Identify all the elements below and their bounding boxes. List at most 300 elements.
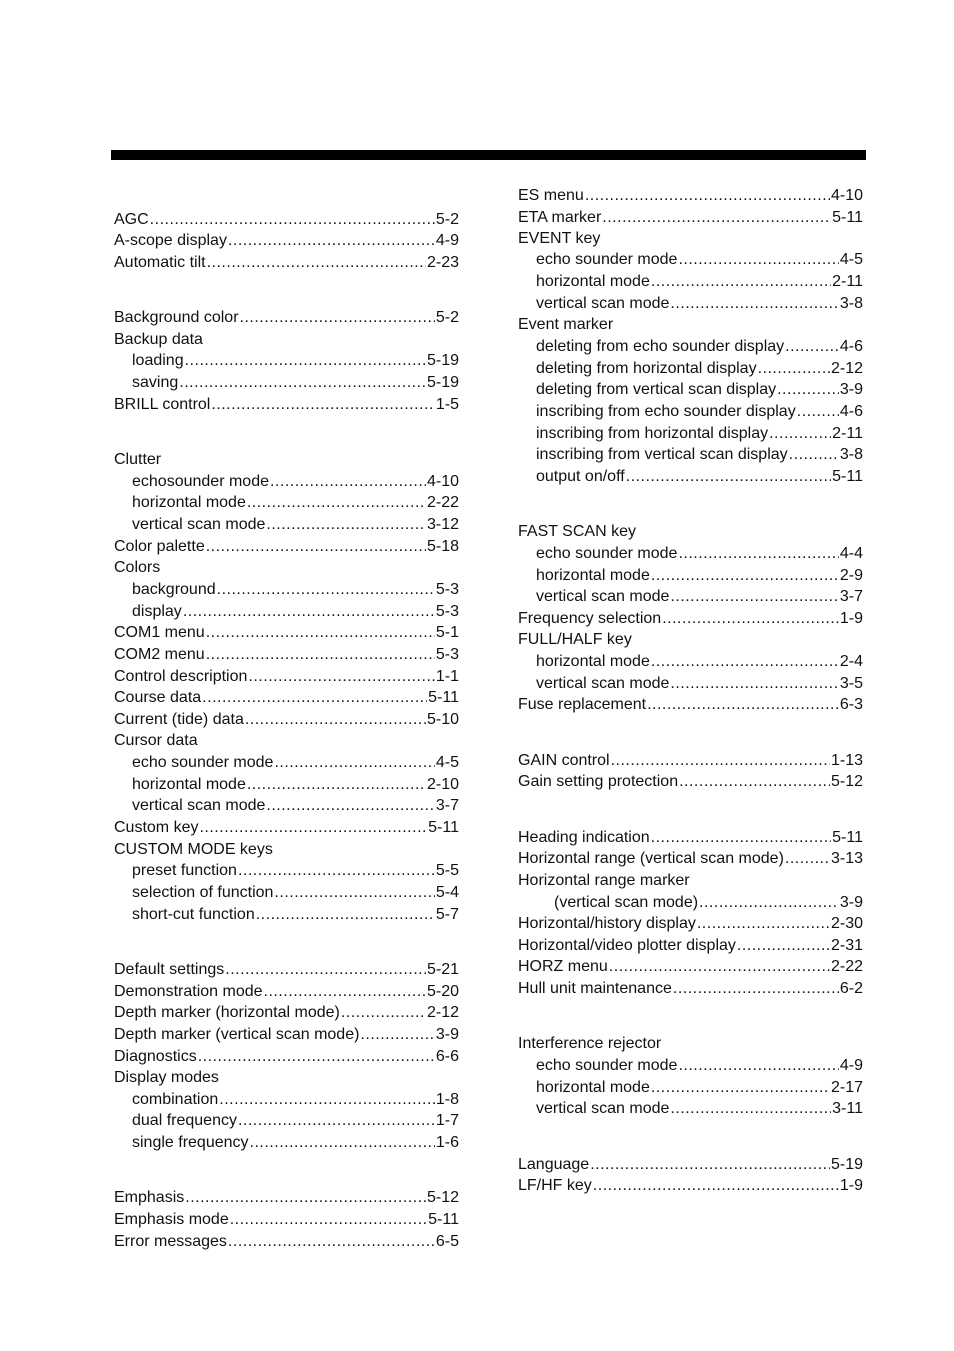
index-term: HORZ menu [518, 958, 608, 975]
page-reference: 1-13 [830, 752, 863, 769]
index-term: horizontal mode [536, 653, 650, 670]
index-entry [114, 450, 459, 470]
dot-leader [256, 905, 435, 925]
index-entry [518, 587, 863, 607]
index-entry [518, 849, 863, 869]
index-term: horizontal mode [132, 494, 246, 511]
dot-leader [360, 1025, 434, 1045]
index-term: vertical scan mode [536, 588, 670, 605]
page-reference: 3-12 [426, 516, 459, 533]
index-entry [518, 250, 863, 270]
index-term: Fuse replacement [518, 696, 647, 713]
page-reference: 5-3 [435, 603, 459, 620]
page-reference: 6-3 [839, 696, 863, 713]
page-reference: 5-12 [830, 773, 863, 790]
index-term: echo sounder mode [536, 251, 678, 268]
page-reference: 5-5 [435, 862, 459, 879]
dot-leader [183, 602, 435, 622]
page-reference: 5-11 [832, 468, 863, 485]
dot-leader [238, 1111, 435, 1131]
index-entry [114, 1232, 459, 1252]
index-term: vertical scan mode [132, 516, 266, 533]
dot-leader [609, 957, 830, 977]
page-reference: 4-6 [839, 403, 863, 420]
index-term: echo sounder mode [536, 1057, 678, 1074]
index-term: Control description [114, 668, 248, 685]
page-reference: 3-9 [839, 381, 863, 398]
index-entry [114, 1210, 459, 1230]
page-reference: 2-12 [426, 1004, 459, 1021]
index-entry [518, 957, 863, 977]
dot-leader [274, 883, 434, 903]
index-term: Color palette [114, 538, 205, 555]
dot-leader [219, 1090, 435, 1110]
index-entry [114, 537, 459, 557]
dot-leader [758, 359, 830, 379]
index-term: Current (tide) data [114, 711, 244, 728]
index-entry [114, 731, 459, 751]
dot-leader [670, 294, 838, 314]
index-term: Display modes [114, 1069, 219, 1086]
page-reference: 5-2 [435, 309, 459, 326]
page-reference: 1-6 [435, 1134, 459, 1151]
index-entry [114, 1133, 459, 1153]
index-entry [518, 1099, 863, 1119]
index-term: AGC [114, 211, 149, 228]
index-term: LF/HF key [518, 1177, 592, 1194]
index-entry [114, 775, 459, 795]
page-reference: 5-11 [832, 829, 863, 846]
dot-leader [206, 623, 435, 643]
index-term: ES menu [518, 187, 584, 204]
dot-leader [737, 936, 830, 956]
dot-leader [590, 1155, 830, 1175]
page-reference: 5-21 [426, 961, 459, 978]
index-term: Depth marker (vertical scan mode) [114, 1026, 360, 1043]
index-entry [114, 667, 459, 687]
dot-leader [206, 537, 426, 557]
dot-leader [651, 652, 839, 672]
index-entry [114, 960, 459, 980]
dot-leader [651, 272, 831, 292]
dot-leader [228, 1232, 435, 1252]
index-term: deleting from vertical scan display [536, 381, 777, 398]
dot-leader [673, 979, 839, 999]
page-reference: 6-6 [435, 1048, 459, 1065]
index-entry [114, 210, 459, 230]
page-reference: 3-5 [839, 675, 863, 692]
index-term: Event marker [518, 316, 614, 333]
index-entry [518, 359, 863, 379]
index-term: GAIN control [518, 752, 610, 769]
dot-leader [699, 893, 839, 913]
page-reference: 5-11 [832, 209, 863, 226]
page-reference: 1-1 [435, 668, 459, 685]
index-entry [518, 1176, 863, 1196]
dot-leader [266, 515, 426, 535]
header-rule [111, 150, 866, 160]
page-reference: 3-8 [839, 295, 863, 312]
index-entry [114, 818, 459, 838]
index-term: loading [132, 352, 184, 369]
index-term: deleting from horizontal display [536, 360, 757, 377]
index-entry [518, 467, 863, 487]
index-term: Course data [114, 689, 202, 706]
dot-leader [270, 472, 426, 492]
index-entry [518, 979, 863, 999]
index-term: (vertical scan mode) [554, 894, 699, 911]
index-term: single frequency [132, 1134, 249, 1151]
index-term: BRILL control [114, 396, 211, 413]
index-term: Clutter [114, 451, 162, 468]
dot-leader [228, 231, 435, 251]
index-entry [518, 914, 863, 934]
index-entry [518, 315, 863, 335]
index-entry [518, 1155, 863, 1175]
dot-leader [245, 710, 426, 730]
index-term: echo sounder mode [536, 545, 678, 562]
index-entry [114, 1090, 459, 1110]
page-reference: 6-2 [839, 980, 863, 997]
dot-leader [150, 210, 435, 230]
index-entry [518, 208, 863, 228]
index-term: Horizontal range (vertical scan mode) [518, 850, 784, 867]
page-reference: 2-10 [426, 776, 459, 793]
dot-leader [785, 337, 839, 357]
page-reference: 5-11 [428, 1211, 459, 1228]
index-entry [114, 231, 459, 251]
index-entry [518, 229, 863, 249]
index-term: Emphasis mode [114, 1211, 229, 1228]
index-entry [114, 905, 459, 925]
index-term: horizontal mode [132, 776, 246, 793]
page-reference: 5-11 [428, 689, 459, 706]
page-reference: 3-11 [832, 1100, 863, 1117]
dot-leader [198, 1047, 435, 1067]
index-entry [114, 1111, 459, 1131]
page-reference: 4-4 [839, 545, 863, 562]
dot-leader [185, 1188, 426, 1208]
index-entry [518, 402, 863, 422]
index-term: Interference rejector [518, 1035, 662, 1052]
page-reference: 5-18 [426, 538, 459, 555]
page-reference: 5-4 [435, 884, 459, 901]
dot-leader [211, 395, 435, 415]
page-reference: 2-23 [426, 254, 459, 271]
index-term: Diagnostics [114, 1048, 197, 1065]
index-term: Emphasis [114, 1189, 185, 1206]
index-entry [114, 395, 459, 415]
index-term: preset function [132, 862, 237, 879]
index-term: vertical scan mode [132, 797, 266, 814]
dot-leader [230, 1210, 427, 1230]
index-term: Hull unit maintenance [518, 980, 672, 997]
index-entry [518, 445, 863, 465]
page-reference: 3-9 [435, 1026, 459, 1043]
index-term: background [132, 581, 216, 598]
index-term: inscribing from echo sounder display [536, 403, 796, 420]
page-reference: 2-11 [832, 273, 863, 290]
dot-leader [199, 818, 427, 838]
index-entry [518, 522, 863, 542]
index-term: COM2 menu [114, 646, 205, 663]
index-entry [518, 652, 863, 672]
dot-leader [651, 828, 832, 848]
index-entry [114, 645, 459, 665]
dot-leader [670, 674, 838, 694]
index-term: Custom key [114, 819, 199, 836]
index-entry [518, 871, 863, 891]
index-term: Colors [114, 559, 161, 576]
index-entry [114, 982, 459, 1002]
index-entry [114, 688, 459, 708]
index-entry [518, 630, 863, 650]
index-term: inscribing from vertical scan display [536, 446, 788, 463]
index-term: selection of function [132, 884, 274, 901]
dot-leader [266, 796, 434, 816]
index-entry [518, 893, 863, 913]
index-entry [518, 751, 863, 771]
page-reference: 2-17 [830, 1079, 863, 1096]
index-entry [518, 186, 863, 206]
index-term: vertical scan mode [536, 1100, 670, 1117]
index-entry [114, 602, 459, 622]
page-reference: 2-4 [839, 653, 863, 670]
index-term: Horizontal/history display [518, 915, 696, 932]
index-entry [518, 674, 863, 694]
index-term: Error messages [114, 1233, 227, 1250]
page-reference: 1-8 [435, 1091, 459, 1108]
dot-leader [797, 402, 839, 422]
index-term: FULL/HALF key [518, 631, 632, 648]
page-reference: 4-9 [435, 232, 459, 249]
page-reference: 5-19 [830, 1156, 863, 1173]
index-entry [114, 580, 459, 600]
dot-leader [651, 566, 839, 586]
index-term: horizontal mode [536, 1079, 650, 1096]
page-reference: 6-5 [435, 1233, 459, 1250]
dot-leader [225, 960, 426, 980]
page-reference: 3-8 [839, 446, 863, 463]
index-entry [518, 272, 863, 292]
page-reference: 2-12 [830, 360, 863, 377]
dot-leader [247, 493, 426, 513]
page-reference: 3-7 [435, 797, 459, 814]
page-reference: 1-7 [435, 1112, 459, 1129]
index-entry [114, 753, 459, 773]
page-reference: 5-19 [426, 352, 459, 369]
index-entry [518, 828, 863, 848]
page-reference: 4-5 [435, 754, 459, 771]
page-reference: 4-5 [839, 251, 863, 268]
index-entry [114, 1188, 459, 1208]
index-entry [114, 558, 459, 578]
page-reference: 4-10 [426, 473, 459, 490]
index-term: vertical scan mode [536, 295, 670, 312]
index-entry [518, 695, 863, 715]
index-term: combination [132, 1091, 219, 1108]
dot-leader [662, 609, 839, 629]
dot-leader [240, 308, 435, 328]
dot-leader [341, 1003, 426, 1023]
index-entry [114, 623, 459, 643]
page-reference: 2-11 [832, 425, 863, 442]
page-reference: 2-22 [426, 494, 459, 511]
index-entry [114, 1025, 459, 1045]
dot-leader [679, 772, 830, 792]
dot-leader [651, 1078, 830, 1098]
index-term: Background color [114, 309, 239, 326]
index-term: output on/off [536, 468, 625, 485]
index-entry [114, 796, 459, 816]
page-reference: 3-7 [839, 588, 863, 605]
index-term: COM1 menu [114, 624, 205, 641]
index-term: Horizontal range marker [518, 872, 690, 889]
dot-leader [769, 424, 831, 444]
dot-leader [789, 445, 839, 465]
page-reference: 5-3 [435, 581, 459, 598]
index-term: Cursor data [114, 732, 198, 749]
page-reference: 5-2 [435, 211, 459, 228]
index-entry [114, 330, 459, 350]
page-reference: 4-6 [839, 338, 863, 355]
index-term: dual frequency [132, 1112, 237, 1129]
page-reference: 3-9 [839, 894, 863, 911]
page-reference: 5-11 [428, 819, 459, 836]
dot-leader [185, 351, 426, 371]
index-term: inscribing from horizontal display [536, 425, 769, 442]
index-entry [518, 1056, 863, 1076]
index-entry [518, 1034, 863, 1054]
index-term: deleting from echo sounder display [536, 338, 785, 355]
dot-leader [179, 373, 426, 393]
dot-leader [697, 914, 830, 934]
dot-leader [274, 753, 434, 773]
index-entry [518, 609, 863, 629]
index-entry [114, 253, 459, 273]
index-term: Horizontal/video plotter display [518, 937, 736, 954]
index-term: display [132, 603, 182, 620]
dot-leader [250, 1133, 435, 1153]
dot-leader [678, 250, 838, 270]
index-term: Depth marker (horizontal mode) [114, 1004, 340, 1021]
index-term: echosounder mode [132, 473, 269, 490]
index-term: Default settings [114, 961, 225, 978]
index-term: echo sounder mode [132, 754, 274, 771]
page-reference: 1-5 [435, 396, 459, 413]
index-entry [518, 566, 863, 586]
index-term: horizontal mode [536, 273, 650, 290]
page-reference: 1-9 [839, 1177, 863, 1194]
index-entry [518, 544, 863, 564]
dot-leader [207, 253, 426, 273]
dot-leader [247, 775, 426, 795]
page-reference: 5-19 [426, 374, 459, 391]
page-reference: 2-31 [830, 937, 863, 954]
dot-leader [777, 380, 839, 400]
dot-leader [264, 982, 426, 1002]
dot-leader [647, 695, 839, 715]
index-entry [114, 1047, 459, 1067]
index-term: EVENT key [518, 230, 601, 247]
index-term: saving [132, 374, 179, 391]
index-entry [114, 373, 459, 393]
index-entry [518, 424, 863, 444]
page-reference: 4-9 [839, 1057, 863, 1074]
index-entry [518, 936, 863, 956]
page-reference: 5-3 [435, 646, 459, 663]
dot-leader [626, 467, 831, 487]
index-term: horizontal mode [536, 567, 650, 584]
index-entry [518, 337, 863, 357]
index-entry [114, 351, 459, 371]
dot-leader [678, 544, 838, 564]
dot-leader [248, 667, 434, 687]
page-reference: 4-10 [830, 187, 863, 204]
index-entry [114, 308, 459, 328]
index-entry [518, 1078, 863, 1098]
index-term: FAST SCAN key [518, 523, 636, 540]
index-term: Demonstration mode [114, 983, 263, 1000]
index-entry [114, 515, 459, 535]
index-term: Backup data [114, 331, 203, 348]
page-reference: 2-22 [830, 958, 863, 975]
dot-leader [670, 1099, 831, 1119]
page-reference: 5-20 [426, 983, 459, 1000]
index-entry [114, 493, 459, 513]
index-term: short-cut function [132, 906, 255, 923]
index-term: Heading indication [518, 829, 650, 846]
index-entry [518, 294, 863, 314]
page-reference: 5-7 [435, 906, 459, 923]
page-reference: 1-9 [839, 610, 863, 627]
page-reference: 5-10 [426, 711, 459, 728]
index-entry [114, 840, 459, 860]
dot-leader [611, 751, 830, 771]
page-reference: 5-1 [435, 624, 459, 641]
index-term: Frequency selection [518, 610, 662, 627]
index-term: vertical scan mode [536, 675, 670, 692]
page-reference: 5-12 [426, 1189, 459, 1206]
index-term: ETA marker [518, 209, 602, 226]
page-reference: 2-9 [839, 567, 863, 584]
dot-leader [678, 1056, 838, 1076]
dot-leader [593, 1176, 839, 1196]
dot-leader [585, 186, 830, 206]
index-entry [114, 1068, 459, 1088]
dot-leader [202, 688, 427, 708]
index-entry [114, 861, 459, 881]
index-term: A-scope display [114, 232, 227, 249]
index-entry [518, 380, 863, 400]
dot-leader [670, 587, 838, 607]
dot-leader [602, 208, 831, 228]
index-term: Language [518, 1156, 590, 1173]
dot-leader [785, 849, 830, 869]
page-reference: 3-13 [830, 850, 863, 867]
index-term: CUSTOM MODE keys [114, 841, 273, 858]
index-entry [114, 710, 459, 730]
page-reference: 2-30 [830, 915, 863, 932]
dot-leader [238, 861, 435, 881]
index-entry [114, 472, 459, 492]
index-term: Automatic tilt [114, 254, 206, 271]
index-entry [114, 883, 459, 903]
index-entry [518, 772, 863, 792]
dot-leader [217, 580, 435, 600]
index-term: Gain setting protection [518, 773, 679, 790]
index-entry [114, 1003, 459, 1023]
